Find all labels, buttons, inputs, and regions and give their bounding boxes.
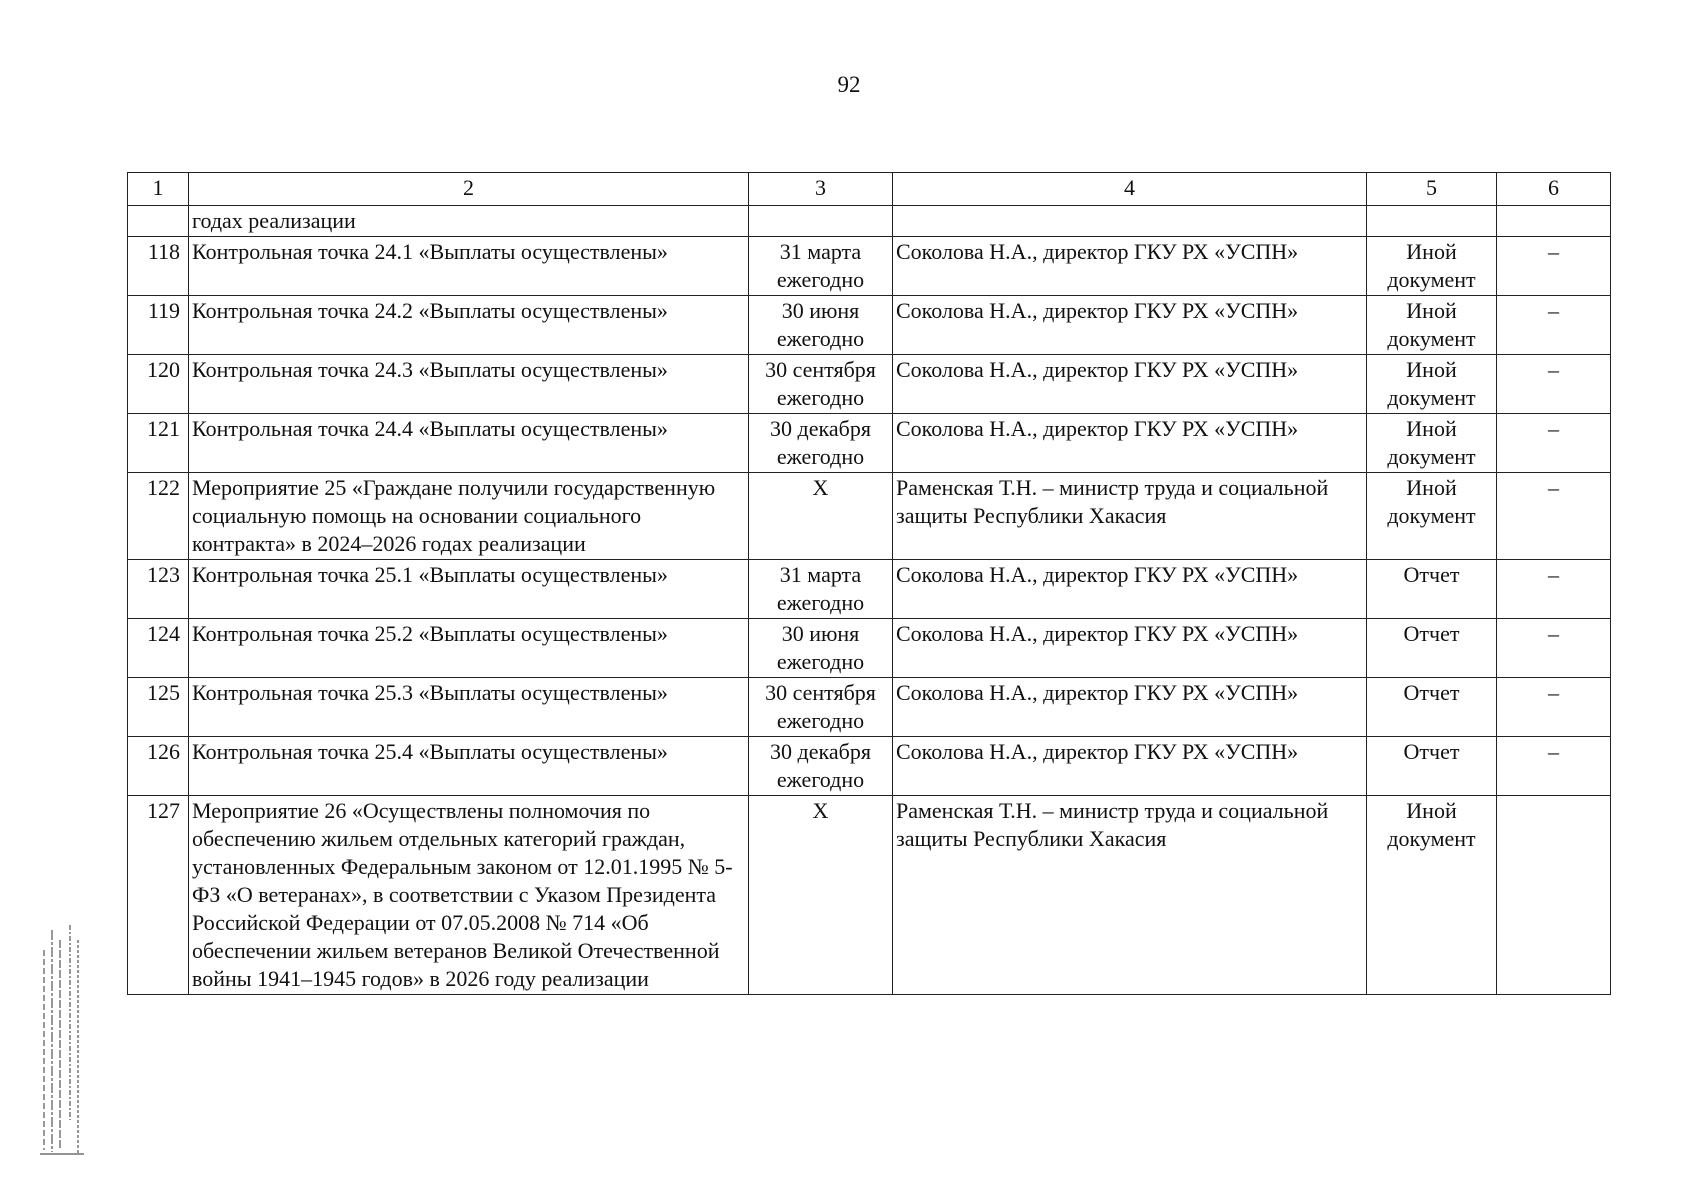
row-name: Контрольная точка 25.4 «Выплаты осуществлены» xyxy=(189,737,749,796)
row-responsible: Соколова Н.А., директор ГКУ РХ «УСПН» xyxy=(893,296,1367,355)
table-row xyxy=(128,473,1611,560)
row-number: 122 xyxy=(128,473,189,560)
row-name: годах реализации xyxy=(189,206,749,237)
row-document xyxy=(1367,206,1497,237)
row-document: Иной документ xyxy=(1367,473,1497,560)
row-number: 126 xyxy=(128,737,189,796)
row-deadline: 31 марта ежегодно xyxy=(749,560,893,619)
row-deadline: 30 декабря ежегодно xyxy=(749,414,893,473)
header-cell: 4 xyxy=(893,173,1367,206)
row-document: Отчет xyxy=(1367,560,1497,619)
row-number: 118 xyxy=(128,237,189,296)
row-extra: – xyxy=(1497,473,1611,560)
row-number: 125 xyxy=(128,678,189,737)
row-extra xyxy=(1497,796,1611,995)
row-deadline: 30 декабря ежегодно xyxy=(749,737,893,796)
table-row xyxy=(128,560,1611,619)
row-deadline: 30 сентября ежегодно xyxy=(749,355,893,414)
row-extra: – xyxy=(1497,619,1611,678)
row-name: Контрольная точка 24.3 «Выплаты осуществлены» xyxy=(189,355,749,414)
page-number: 92 xyxy=(837,72,861,97)
row-responsible: Соколова Н.А., директор ГКУ РХ «УСПН» xyxy=(893,737,1367,796)
header-cell: 5 xyxy=(1367,173,1497,206)
row-number: 119 xyxy=(128,296,189,355)
row-number xyxy=(128,206,189,237)
row-extra: – xyxy=(1497,737,1611,796)
row-deadline xyxy=(749,206,893,237)
row-responsible: Соколова Н.А., директор ГКУ РХ «УСПН» xyxy=(893,560,1367,619)
row-document: Иной документ xyxy=(1367,296,1497,355)
header-cell: 2 xyxy=(189,173,749,206)
row-number: 120 xyxy=(128,355,189,414)
row-name: Контрольная точка 25.2 «Выплаты осуществлены» xyxy=(189,619,749,678)
row-responsible: Соколова Н.А., директор ГКУ РХ «УСПН» xyxy=(893,678,1367,737)
table-row xyxy=(128,796,1611,995)
row-extra: – xyxy=(1497,237,1611,296)
table-row xyxy=(128,737,1611,796)
row-responsible: Соколова Н.А., директор ГКУ РХ «УСПН» xyxy=(893,619,1367,678)
row-number: 123 xyxy=(128,560,189,619)
row-extra: – xyxy=(1497,560,1611,619)
row-number: 127 xyxy=(128,796,189,995)
row-name: Мероприятие 25 «Граждане получили государственную социальную помощь на основании социального контракта» в 2024–2026 годах реализации xyxy=(189,473,749,560)
table-row xyxy=(128,296,1611,355)
row-document: Отчет xyxy=(1367,737,1497,796)
table-row xyxy=(128,414,1611,473)
row-responsible: Соколова Н.А., директор ГКУ РХ «УСПН» xyxy=(893,414,1367,473)
row-responsible: Раменская Т.Н. – министр труда и социальной защиты Республики Хакасия xyxy=(893,473,1367,560)
row-deadline: 30 июня ежегодно xyxy=(749,619,893,678)
row-extra: – xyxy=(1497,355,1611,414)
row-document: Иной документ xyxy=(1367,355,1497,414)
table-row xyxy=(128,355,1611,414)
row-responsible: Соколова Н.А., директор ГКУ РХ «УСПН» xyxy=(893,355,1367,414)
row-deadline: Х xyxy=(749,473,893,560)
table-header-row xyxy=(128,173,1611,206)
row-deadline: Х xyxy=(749,796,893,995)
row-document: Иной документ xyxy=(1367,414,1497,473)
row-deadline: 30 июня ежегодно xyxy=(749,296,893,355)
row-deadline: 31 марта ежегодно xyxy=(749,237,893,296)
row-document: Иной документ xyxy=(1367,796,1497,995)
row-name: Мероприятие 26 «Осуществлены полномочия по обеспечению жильем отдельных категорий граждан, установленных Федеральным законом от 12.01.1995 № 5-ФЗ «О ветеранах», в соответствии с Указом Президента Российской Федерации от 07.05.2008 № 714 «Об обеспечении жильем ветеранов Великой Отечественной войны 1941–1945 годов» в 2026 году реализации xyxy=(189,796,749,995)
row-name: Контрольная точка 25.3 «Выплаты осуществлены» xyxy=(189,678,749,737)
row-extra: – xyxy=(1497,678,1611,737)
table-row xyxy=(128,237,1611,296)
plan-table xyxy=(127,172,1611,995)
row-number: 121 xyxy=(128,414,189,473)
header-cell: 3 xyxy=(749,173,893,206)
registration-stamp-mark xyxy=(30,920,90,1160)
row-extra: – xyxy=(1497,414,1611,473)
row-deadline: 30 сентября ежегодно xyxy=(749,678,893,737)
row-document: Отчет xyxy=(1367,619,1497,678)
row-extra: – xyxy=(1497,296,1611,355)
row-name: Контрольная точка 24.1 «Выплаты осуществлены» xyxy=(189,237,749,296)
row-name: Контрольная точка 24.2 «Выплаты осуществлены» xyxy=(189,296,749,355)
table-row xyxy=(128,206,1611,237)
row-document: Отчет xyxy=(1367,678,1497,737)
row-document: Иной документ xyxy=(1367,237,1497,296)
row-extra xyxy=(1497,206,1611,237)
row-responsible: Соколова Н.А., директор ГКУ РХ «УСПН» xyxy=(893,237,1367,296)
row-name: Контрольная точка 25.1 «Выплаты осуществлены» xyxy=(189,560,749,619)
table-row xyxy=(128,678,1611,737)
row-number: 124 xyxy=(128,619,189,678)
row-responsible xyxy=(893,206,1367,237)
table-row xyxy=(128,619,1611,678)
header-cell: 6 xyxy=(1497,173,1611,206)
row-name: Контрольная точка 24.4 «Выплаты осуществлены» xyxy=(189,414,749,473)
header-cell: 1 xyxy=(128,173,189,206)
row-responsible: Раменская Т.Н. – министр труда и социальной защиты Республики Хакасия xyxy=(893,796,1367,995)
